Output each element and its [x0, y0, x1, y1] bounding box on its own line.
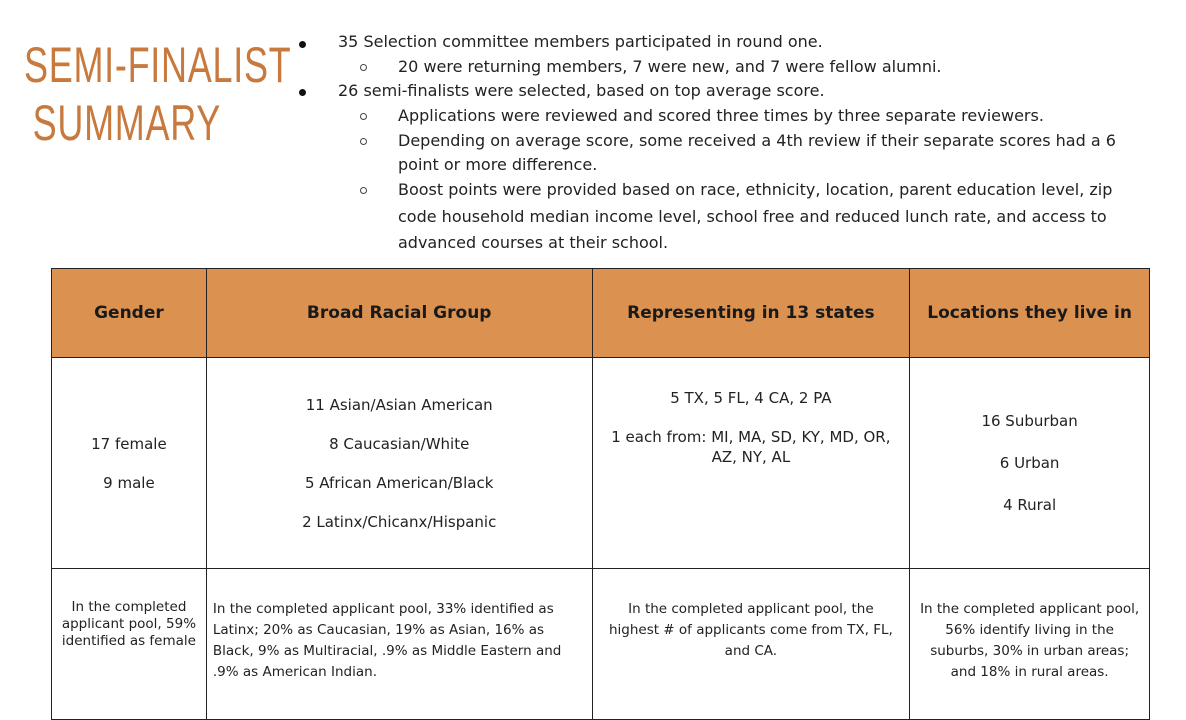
- header-states: Representing in 13 states: [592, 269, 910, 358]
- cell-gender: [52, 358, 207, 569]
- page-title: [24, 36, 291, 152]
- bullet-item: 26 semi-finalists were selected, based on top average score.: [338, 81, 825, 100]
- title-line-2: SUMMARY: [32, 95, 222, 151]
- sub-bullet-item-cont: point or more difference.: [398, 155, 598, 174]
- header-racial-group: Broad Racial Group: [206, 269, 592, 358]
- cell-states: [592, 358, 910, 569]
- table-row: [52, 569, 1150, 720]
- cell-line: 8 Caucasian/White: [329, 434, 470, 453]
- sub-bullet-item-cont: code household median income level, school free and reduced lunch rate, and access to: [398, 207, 1107, 226]
- cell-states-pool: In the completed applicant pool, the highest # of applicants come from TX, FL, and CA.: [592, 569, 910, 720]
- sub-bullet-item: Depending on average score, some received a 4th review if their separate scores had a 6: [398, 131, 1116, 150]
- cell-locations: [910, 358, 1150, 569]
- sub-bullet-item: Boost points were provided based on race, ethnicity, location, parent education level, zip: [398, 180, 1113, 199]
- cell-line: 17 female: [91, 434, 167, 453]
- sub-bullet-item: Applications were reviewed and scored three times by three separate reviewers.: [398, 106, 1044, 125]
- bullet-item: 35 Selection committee members participated in round one.: [338, 32, 823, 51]
- table-row: [52, 358, 1150, 569]
- summary-table: [51, 268, 1150, 720]
- cell-line: 2 Latinx/Chicanx/Hispanic: [302, 512, 497, 531]
- bullet-icon: [299, 89, 306, 96]
- cell-locations-pool: In the completed applicant pool, 56% identify living in the suburbs, 30% in urban areas; and 18% in rural areas.: [910, 569, 1150, 720]
- cell-line: 16 Suburban: [981, 412, 1078, 430]
- cell-gender-pool: In the completed applicant pool, 59% identified as female: [52, 569, 207, 720]
- cell-race: [206, 358, 592, 569]
- cell-line: 9 male: [103, 473, 155, 492]
- table-header-row: [52, 269, 1150, 358]
- sub-bullet-icon: [360, 64, 367, 71]
- sub-bullet-item: 20 were returning members, 7 were new, and 7 were fellow alumni.: [398, 57, 942, 76]
- title-line-1: SEMI-FINALIST: [24, 37, 292, 93]
- cell-line: 6 Urban: [999, 454, 1060, 472]
- sub-bullet-icon: [360, 187, 367, 194]
- cell-line: 11 Asian/Asian American: [305, 395, 493, 414]
- cell-race-pool: In the completed applicant pool, 33% identified as Latinx; 20% as Caucasian, 19% as Asian, 16% as Black, 9% as Multiracial, .9% as Middle Eastern and .9% as American Indian.: [206, 569, 592, 720]
- sub-bullet-icon: [360, 138, 367, 145]
- header-locations: Locations they live in: [910, 269, 1150, 358]
- sub-bullet-item-cont: advanced courses at their school.: [398, 233, 669, 252]
- sub-bullet-icon: [360, 113, 367, 120]
- cell-line: 1 each from: MI, MA, SD, KY, MD, OR, AZ, NY, AL: [611, 428, 891, 466]
- cell-line: 5 African American/Black: [305, 473, 494, 492]
- header-gender: Gender: [52, 269, 207, 358]
- cell-line: 5 TX, 5 FL, 4 CA, 2 PA: [670, 389, 832, 407]
- cell-line: 4 Rural: [1003, 496, 1057, 514]
- bullet-icon: [299, 41, 306, 48]
